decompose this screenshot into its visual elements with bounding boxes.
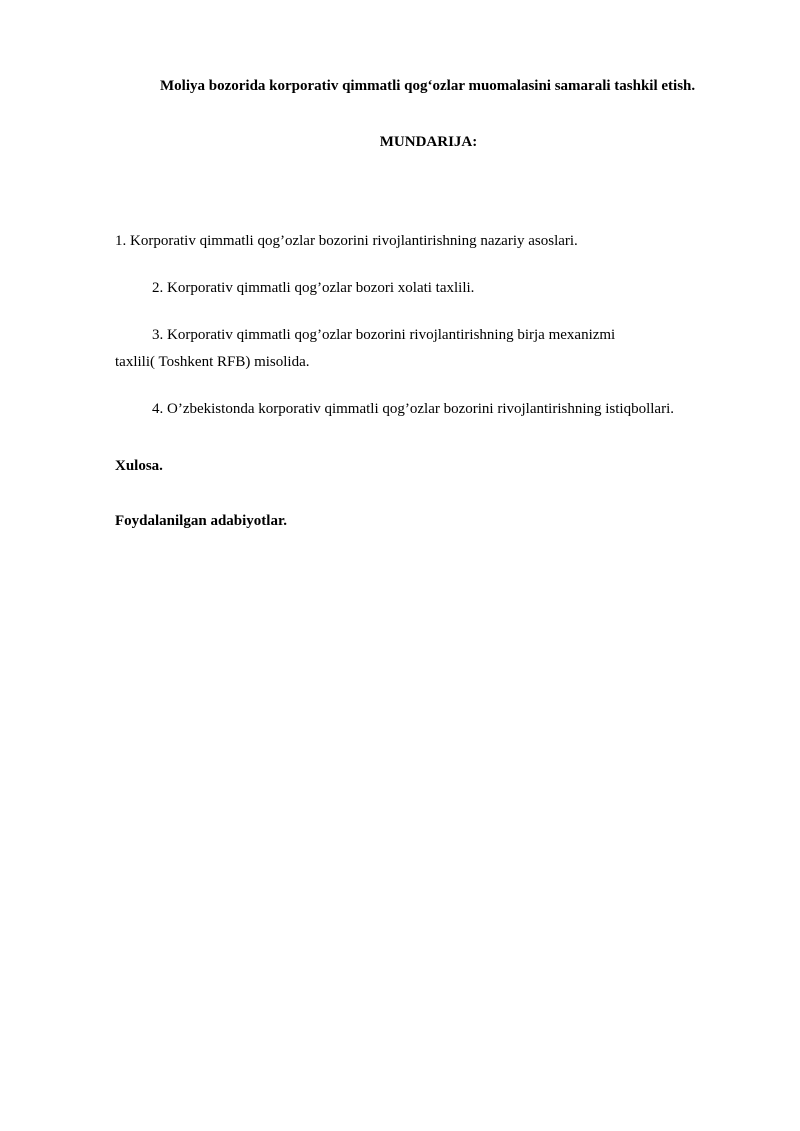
conclusion-heading: Xulosa. [115,458,163,474]
references-heading: Foydalanilgan adabiyotlar. [115,513,287,529]
document-title: Moliya bozorida korporativ qimmatli qog‘ozlar muomalasini samarali tashkil etish. [160,78,696,94]
toc-item-4: 4. O’zbekistonda korporativ qimmatli qog’ozlar bozorini rivojlantirishning istiqbollari. [152,401,674,417]
toc-item-3-line-1: 3. Korporativ qimmatli qog’ozlar bozorini rivojlantirishning birja mexanizmi [152,327,616,343]
toc-item-3-line-2: taxlili( Toshkent RFB) misolida. [115,354,310,370]
toc-item-2: 2. Korporativ qimmatli qog’ozlar bozori xolati taxlili. [152,280,475,296]
contents-heading: MUNDARIJA: [379,134,478,150]
toc-item-1: 1. Korporativ qimmatli qog’ozlar bozorini rivojlantirishning nazariy asoslari. [115,233,578,249]
